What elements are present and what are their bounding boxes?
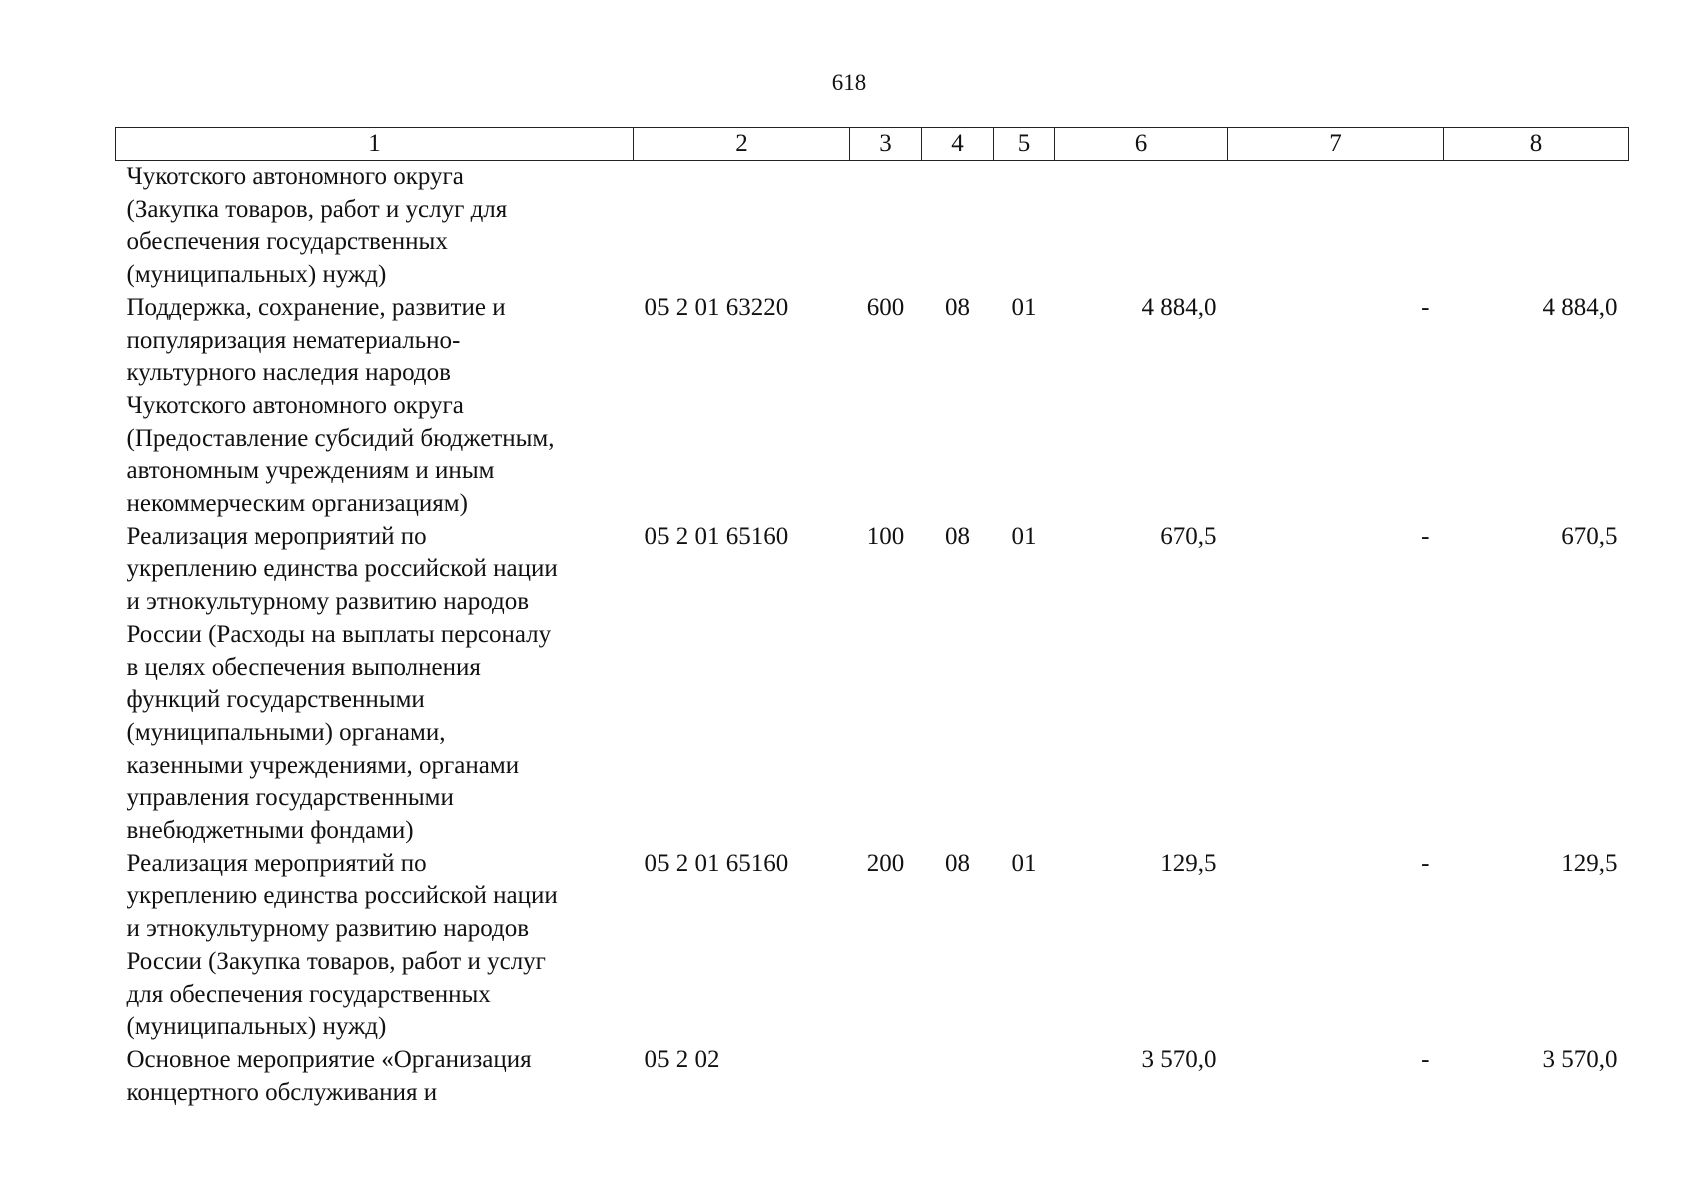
description-line: казенными учреждениями, органами <box>126 751 520 779</box>
header-col-7: 7 <box>1228 128 1444 161</box>
description-line: и этнокультурному развитию народов <box>126 915 530 943</box>
amount-regional: 4 884,0 <box>1542 293 1618 321</box>
budget-code: 05 2 01 63220 <box>644 293 789 321</box>
expense-description <box>116 1044 634 1109</box>
amount-federal: - <box>1421 522 1430 550</box>
expense-description <box>116 521 634 848</box>
budget-table <box>115 127 1629 1109</box>
description-line: (Закупка товаров, работ и услуг для <box>126 195 508 223</box>
description-line: России (Закупка товаров, работ и услуг <box>126 947 546 975</box>
description-line: России (Расходы на выплаты персоналу <box>126 620 552 648</box>
budget-code: 05 2 01 65160 <box>644 849 789 877</box>
section: 08 <box>945 522 970 550</box>
amount-total: 670,5 <box>1160 522 1217 550</box>
description-line: (муниципальных) нужд) <box>126 261 387 289</box>
expense-description <box>116 161 634 292</box>
subsection: 01 <box>1011 849 1037 877</box>
expense-type: 100 <box>866 522 905 550</box>
amount-federal: - <box>1421 1045 1430 1073</box>
amount-regional: 3 570,0 <box>1542 1045 1618 1073</box>
description-line: (муниципальных) нужд) <box>126 1013 387 1041</box>
subsection <box>994 1044 1055 1109</box>
expense-type <box>850 1044 922 1109</box>
budget-code: 05 2 02 <box>644 1045 720 1073</box>
budget-code: 05 2 01 65160 <box>644 522 789 550</box>
amount-total <box>1055 161 1228 292</box>
description-line: Реализация мероприятий по <box>126 522 427 550</box>
description-line: Чукотского автономного округа <box>126 391 464 419</box>
description-line: Чукотского автономного округа <box>126 163 464 190</box>
amount-regional <box>1444 161 1629 292</box>
description-line: и этнокультурному развитию народов <box>126 588 530 616</box>
description-line: управления государственными <box>126 784 454 812</box>
description-line: внебюджетными фондами) <box>126 817 414 845</box>
description-line: концертного обслуживания и <box>126 1078 438 1106</box>
section: 08 <box>945 849 970 877</box>
description-line: для обеспечения государственных <box>126 980 491 1008</box>
table-row <box>116 848 1629 1044</box>
amount-total: 3 570,0 <box>1141 1045 1217 1073</box>
table-row <box>116 1044 1629 1109</box>
budget-code <box>634 161 850 292</box>
description-line: Реализация мероприятий по <box>126 849 427 877</box>
description-line: популяризация нематериально- <box>126 326 461 354</box>
description-line: укреплению единства российской нации <box>126 882 558 910</box>
page-number: 618 <box>831 70 867 95</box>
table-body <box>116 161 1629 1110</box>
header-col-6: 6 <box>1055 128 1228 161</box>
description-line: обеспечения государственных <box>126 228 448 256</box>
expense-type: 200 <box>866 849 905 877</box>
subsection: 01 <box>1011 293 1037 321</box>
table-row <box>116 292 1629 521</box>
section <box>922 1044 994 1109</box>
expense-description <box>116 848 634 1044</box>
expense-type <box>850 161 922 292</box>
description-line: (Предоставление субсидий бюджетным, <box>126 424 555 452</box>
header-col-4: 4 <box>922 128 994 161</box>
section <box>922 161 994 292</box>
amount-total: 4 884,0 <box>1141 293 1217 321</box>
amount-total: 129,5 <box>1160 849 1217 877</box>
section: 08 <box>945 293 970 321</box>
header-col-2: 2 <box>634 128 850 161</box>
description-line: (муниципальными) органами, <box>126 718 446 746</box>
header-col-8: 8 <box>1444 128 1629 161</box>
amount-federal: - <box>1421 293 1430 321</box>
header-col-3: 3 <box>850 128 922 161</box>
description-line: укреплению единства российской нации <box>126 555 558 583</box>
subsection <box>994 161 1055 292</box>
table-row <box>116 161 1629 292</box>
amount-federal: - <box>1421 849 1430 877</box>
amount-federal <box>1228 161 1444 292</box>
table-row <box>116 521 1629 848</box>
expense-description <box>116 292 634 521</box>
header-row <box>116 128 1629 161</box>
description-line: некоммерческим организациям) <box>126 490 468 518</box>
description-line: в целях обеспечения выполнения <box>126 653 481 681</box>
subsection: 01 <box>1011 522 1037 550</box>
description-line: культурного наследия народов <box>126 359 451 387</box>
header-col-1: 1 <box>116 128 634 161</box>
header-col-5: 5 <box>994 128 1055 161</box>
description-line: Поддержка, сохранение, развитие и <box>126 293 506 321</box>
description-line: автономным учреждениям и иным <box>126 457 495 485</box>
amount-regional: 129,5 <box>1561 849 1618 877</box>
amount-regional: 670,5 <box>1561 522 1618 550</box>
description-line: Основное мероприятие «Организация <box>126 1045 532 1073</box>
description-line: функций государственными <box>126 686 425 714</box>
expense-type: 600 <box>866 293 905 321</box>
